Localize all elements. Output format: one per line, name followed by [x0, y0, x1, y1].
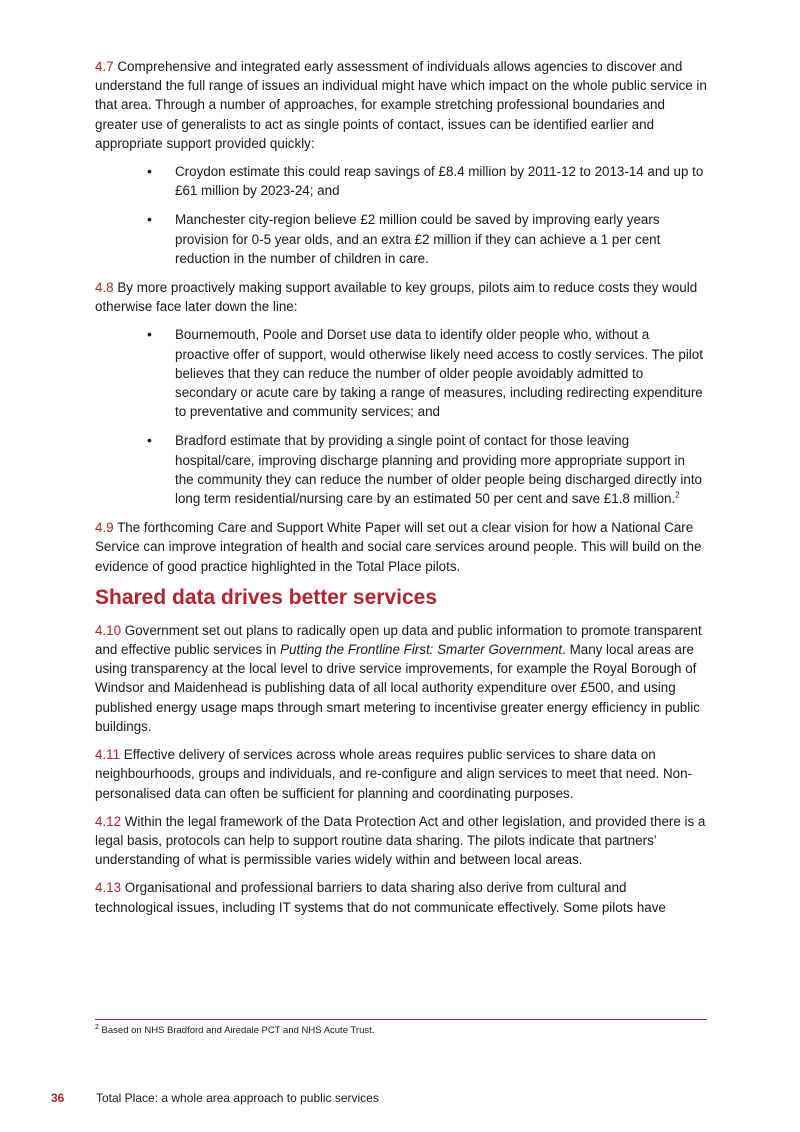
bullet-lead: Croydon	[175, 164, 226, 180]
page-number: 36	[51, 1091, 65, 1105]
running-footer-title: Total Place: a whole area approach to public services	[96, 1091, 379, 1105]
list-item	[147, 210, 707, 268]
list-item	[147, 325, 707, 421]
paragraph-number: 4.12	[95, 813, 122, 829]
paragraph-4-9	[95, 518, 707, 576]
publication-title: Putting the Frontline First: Smarter Government	[280, 642, 563, 658]
paragraph-text: Organisational and professional barriers to data sharing also derive from cultural and technological issues, including IT systems that do not communicate effectively. Some pilots have	[95, 880, 666, 915]
paragraph-text: . Many local areas are using transparency at the local level to drive service improvements, for example the	[95, 642, 694, 677]
paragraph-4-10	[95, 621, 707, 736]
page-body	[95, 57, 707, 926]
bullet-list-4-8	[95, 325, 707, 508]
paragraph-4-8	[95, 278, 707, 316]
list-item	[147, 431, 707, 508]
paragraph-text: Comprehensive and integrated early assessment of individuals allows agencies to discover and understand the full range of issues an individual might have which impact on the whole public service in that area. Through a number of approaches, for example stretching professional boundaries and greater use of generalists to act as single points of contact, issues can be identified earlier and appropriate support provided quickly:	[95, 59, 707, 151]
paragraph-text: The forthcoming Care and Support White Paper will set out a clear vision for how a National Care Service can improve integration of health and social care services around people. This will build on the evidence of good practice highlighted in the Total Place pilots.	[95, 520, 702, 574]
bullet-text: estimate that by providing a single point of contact for those leaving hospital/care, improving discharge planning and providing more appropriate support in the community they can reduce the number of older people being discharged directly into long term residential/nursing care by an estimated 50 per cent and save £1.8 million.	[175, 433, 703, 507]
footnote-marker: 2	[95, 1023, 99, 1031]
paragraph-number: 4.8	[95, 280, 114, 296]
section-heading: Shared data drives better services	[95, 585, 438, 609]
footnote-divider	[95, 1019, 707, 1020]
footnote	[95, 1025, 374, 1037]
bullet-text: believe £2 million could be saved by improving early years provision for 0-5 year olds, and an extra £2 million if they can achieve a 1 per cent reduction in the number of children in care.	[175, 212, 661, 266]
paragraph-number: 4.10	[95, 622, 122, 638]
bullet-lead: Bournemouth, Poole and Dorset	[175, 327, 367, 343]
paragraph-4-13	[95, 878, 707, 916]
paragraph-4-11	[95, 745, 707, 803]
bullet-text: use data to identify older people who, without a proactive offer of support, would otherwise likely need access to costly services. The pilot believes that they can reduce the number of older people avoidably admitted to secondary or acute care by taking a range of measures, including redirecting expenditure to preventative and community services; and	[175, 327, 703, 420]
paragraph-4-7	[95, 57, 707, 153]
bullet-lead: Bradford	[175, 433, 227, 449]
bullet-list-4-7	[95, 162, 707, 268]
paragraph-text: Within the legal framework of the Data Protection Act and other legislation, and provided there is a legal basis, protocols can help to support routine data sharing. The pilots indicate that partners’ understanding of what is permissible varies widely within and between local areas.	[95, 813, 706, 868]
paragraph-number: 4.11	[95, 747, 121, 763]
bullet-lead: Manchester city-region	[175, 212, 311, 228]
paragraph-text: By more proactively making support available to key groups, pilots aim to reduce costs they would otherwise face later down the line:	[95, 280, 698, 315]
paragraph-text: is publishing data of all local authority expenditure over £500, and using published energy usage maps through smart metering to incentivise greater energy efficiency in public buildings.	[95, 680, 700, 734]
paragraph-number: 4.7	[95, 59, 114, 74]
highlight-lead: Royal Borough of Windsor and Maidenhead	[95, 661, 697, 696]
paragraph-4-12	[95, 812, 707, 870]
paragraph-number: 4.13	[95, 880, 122, 896]
paragraph-text: Effective delivery of services across whole areas requires public services to share data on neighbourhoods, groups and individuals, and re-configure and align services to meet that need. Non-personalised data can often be sufficient for planning and coordinating purposes.	[95, 747, 693, 801]
footnote-text: Based on NHS Bradford and Airedale PCT and NHS Acute Trust.	[98, 1025, 375, 1036]
footnote-reference[interactable]: 2	[675, 490, 680, 500]
bullet-text: estimate this could reap savings of £8.4 million by 2011-12 to 2013-14 and up to £61 million by 2023-24; and	[175, 164, 704, 199]
paragraph-number: 4.9	[95, 520, 114, 536]
list-item	[147, 162, 707, 200]
paragraph-text: Government set out plans to radically open up data and public information to promote transparent and effective public services in	[95, 622, 702, 658]
